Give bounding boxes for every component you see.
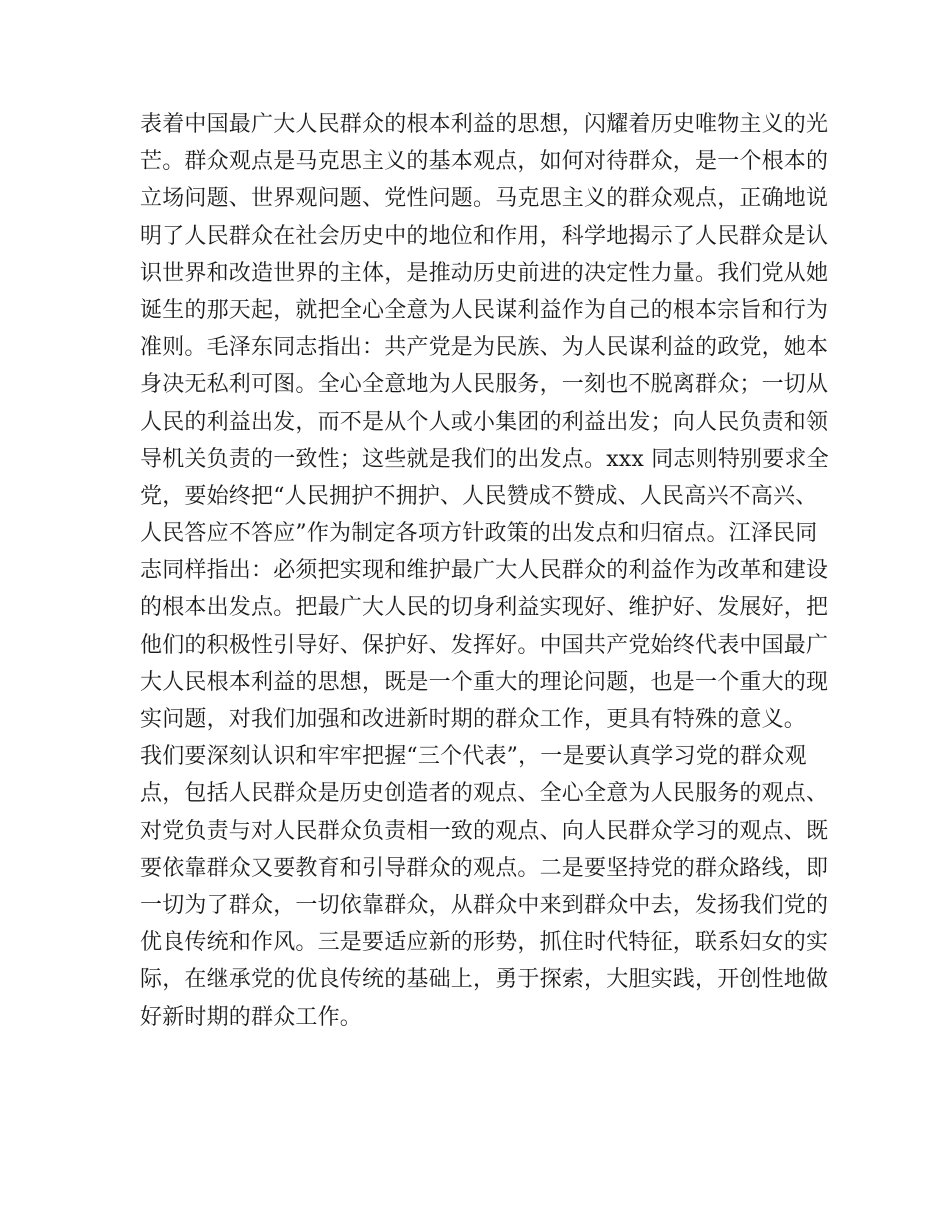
text-line: 际，在继承党的优良传统的基础上，勇于探索，大胆实践，开创性地做 bbox=[140, 967, 829, 993]
text-line: 导机关负责的一致性；这些就是我们的出发点。xxx 同志则特别要求全 bbox=[140, 446, 829, 472]
text-line: 明了人民群众在社会历史中的地位和作用，科学地揭示了人民群众是认 bbox=[140, 223, 829, 249]
text-line: 诞生的那天起，就把全心全意为人民谋利益作为自己的根本宗旨和行为 bbox=[140, 297, 829, 323]
text-line: 大人民根本利益的思想，既是一个重大的理论问题，也是一个重大的现 bbox=[140, 669, 829, 695]
text-line: 实问题，对我们加强和改进新时期的群众工作，更具有特殊的意义。 bbox=[140, 707, 807, 732]
text-line: 点，包括人民群众是历史创造者的观点、全心全意为人民服务的观点、 bbox=[140, 781, 829, 807]
text-line: 立场问题、世界观问题、党性问题。马克思主义的群众观点，正确地说 bbox=[140, 186, 829, 212]
text-line: 对党负责与对人民群众负责相一致的观点、向人民群众学习的观点、既 bbox=[140, 818, 829, 844]
text-line: 要依靠群众又要教育和引导群众的观点。二是要坚持党的群众路线，即 bbox=[140, 855, 829, 881]
text-line: 识世界和改造世界的主体，是推动历史前进的决定性力量。我们党从她 bbox=[140, 260, 829, 286]
text-line: 芒。群众观点是马克思主义的基本观点，如何对待群众，是一个根本的 bbox=[140, 149, 829, 175]
paragraph-2 bbox=[140, 738, 829, 1036]
text-line: 人民的利益出发，而不是从个人或小集团的利益出发；向人民负责和领 bbox=[140, 409, 829, 435]
text-line: 人民答应不答应”作为制定各项方针政策的出发点和归宿点。江泽民同 bbox=[140, 521, 818, 547]
text-line: 好新时期的群众工作。 bbox=[140, 1004, 363, 1030]
text-line: 党，要始终把“人民拥护不拥护、人民赞成不赞成、人民高兴不高兴、 bbox=[140, 483, 818, 509]
text-line: 我们要深刻认识和牢牢把握“三个代表”，一是要认真学习党的群众观 bbox=[140, 744, 807, 770]
body-text bbox=[140, 106, 829, 1036]
text-line: 表着中国最广大人民群众的根本利益的思想，闪耀着历史唯物主义的光 bbox=[140, 112, 829, 137]
text-line: 志同样指出：必须把实现和维护最广大人民群众的利益作为改革和建设 bbox=[140, 558, 829, 584]
text-line: 一切为了群众，一切依靠群众，从群众中来到群众中去，发扬我们党的 bbox=[140, 892, 829, 918]
text-line: 他们的积极性引导好、保护好、发挥好。中国共产党始终代表中国最广 bbox=[140, 632, 829, 658]
paragraph-1 bbox=[140, 106, 829, 738]
text-line: 的根本出发点。把最广大人民的切身利益实现好、维护好、发展好，把 bbox=[140, 595, 829, 621]
text-line: 身决无私利可图。全心全意地为人民服务，一刻也不脱离群众；一切从 bbox=[140, 372, 829, 398]
text-line: 准则。毛泽东同志指出：共产党是为民族、为人民谋利益的政党，她本 bbox=[140, 335, 829, 361]
text-line: 优良传统和作风。三是要适应新的形势，抓住时代特征，联系妇女的实 bbox=[140, 930, 829, 956]
